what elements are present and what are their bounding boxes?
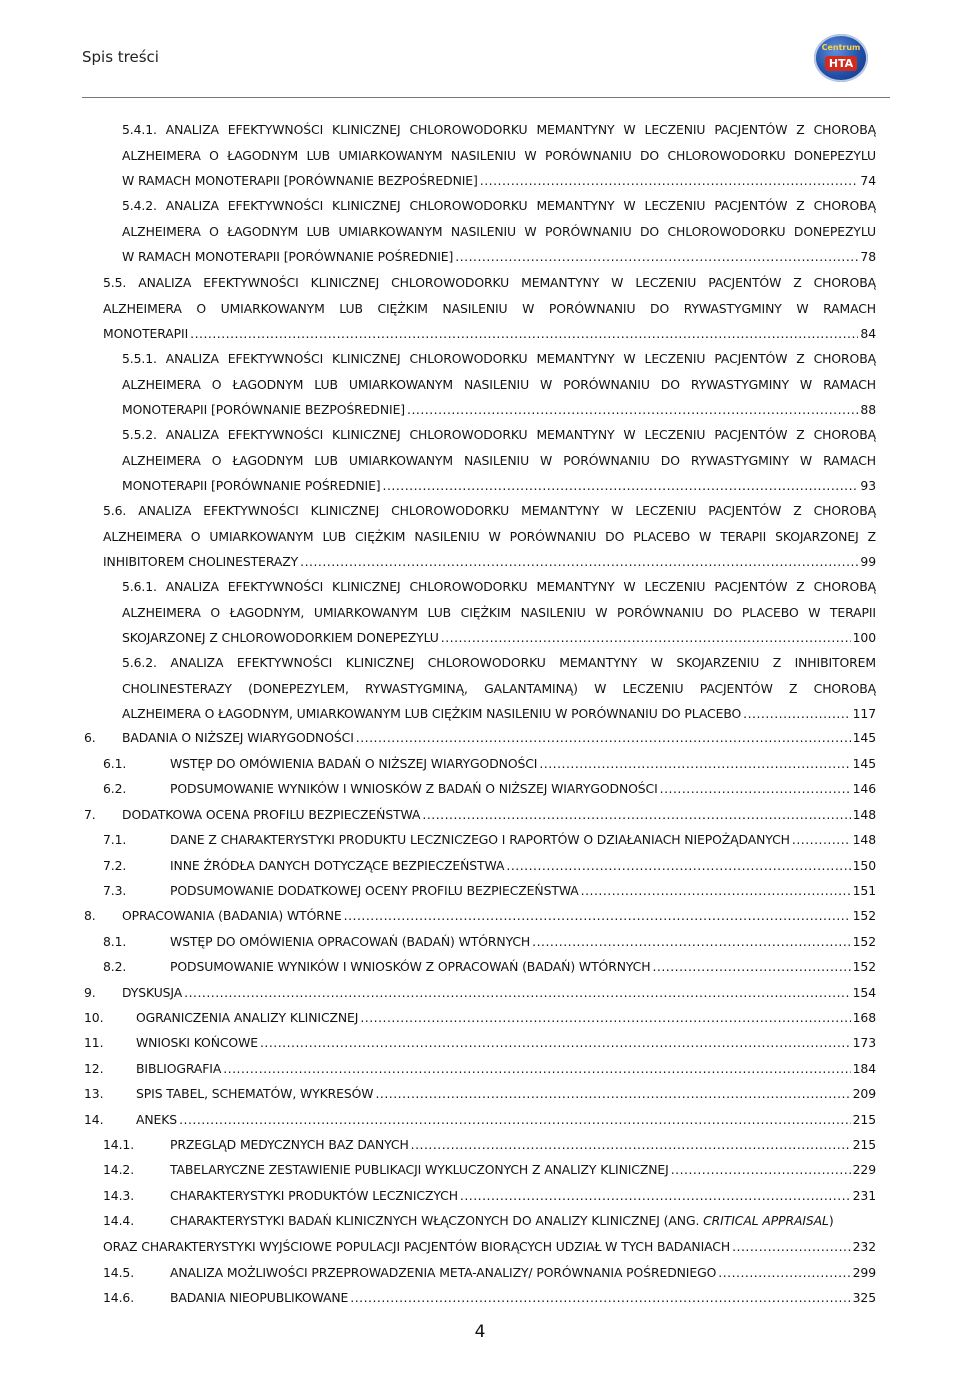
toc-dot-leader (375, 1081, 850, 1107)
toc-line: 5.6.1. ANALIZA EFEKTYWNOŚCI KLINICZNEJ CHLOROWODORKU MEMANTYNY W LECZENIU PACJENTÓW Z CHOROBĄ (122, 579, 876, 594)
toc-entry-7[interactable] (84, 802, 876, 828)
toc-line: 5.5.1. ANALIZA EFEKTYWNOŚCI KLINICZNEJ CHLOROWODORKU MEMANTYNY W LECZENIU PACJENTÓW Z CHOROBĄ (122, 351, 876, 366)
toc-last-line (122, 701, 876, 727)
toc-entry-7-1[interactable] (103, 827, 876, 853)
toc-line: ALZHEIMERA O ŁAGODNYM LUB UMIARKOWANYM NASILENIU W PORÓWNANIU DO RYWASTYGMINY W RAMACH (122, 376, 876, 392)
toc-page-number: 231 (852, 1188, 876, 1203)
toc-line: 5.5.2. ANALIZA EFEKTYWNOŚCI KLINICZNEJ CHLOROWODORKU MEMANTYNY W LECZENIU PACJENTÓW Z CHOROBĄ (122, 427, 876, 442)
toc-entry-6[interactable] (84, 725, 876, 751)
toc-page-number: 151 (852, 883, 876, 898)
toc-number: 6. (84, 730, 96, 745)
toc-entry-8-1[interactable] (103, 929, 876, 955)
toc-number: 9. (84, 985, 96, 1000)
toc-entry-5-6-2[interactable] (122, 650, 876, 727)
toc-title: BADANIA O NIŻSZEJ WIARYGODNOŚCI (122, 730, 354, 745)
toc-title: DODATKOWA OCENA PROFILU BEZPIECZEŃSTWA (122, 807, 421, 822)
toc-title: DYSKUSJA (122, 985, 183, 1000)
toc-line: CHOLINESTERAZY (DONEPEZYLEM, RYWASTYGMINĄ, GALANTAMINĄ) W LECZENIU PACJENTÓW Z CHOROBĄ (122, 680, 876, 696)
toc-number: 7.3. (103, 883, 127, 898)
toc-dot-leader (532, 929, 851, 955)
toc-dot-leader (383, 473, 859, 499)
toc-page-number: 215 (852, 1137, 876, 1152)
toc-page-number: 146 (852, 781, 876, 796)
toc-dot-leader (179, 1107, 851, 1133)
toc-number: 14.1. (103, 1137, 135, 1152)
toc-title: CHARAKTERYSTYKI PRODUKTÓW LECZNICZYCH (170, 1188, 458, 1203)
toc-number: 14.5. (103, 1265, 135, 1280)
toc-last-line (122, 244, 876, 270)
toc-last-line (122, 625, 876, 651)
toc-entry-8[interactable] (84, 903, 876, 929)
toc-entry-7-3[interactable] (103, 878, 876, 904)
toc-line: ALZHEIMERA O ŁAGODNYM, UMIARKOWANYM LUB CIĘŻKIM NASILENIU W PORÓWNANIU DO PLACEBO (122, 706, 742, 721)
toc-number: 7.2. (103, 858, 127, 873)
toc-title: OGRANICZENIA ANALIZY KLINICZNEJ (136, 1010, 359, 1025)
toc-dot-leader (260, 1030, 851, 1056)
toc-number: 12. (84, 1061, 104, 1076)
toc-last-line (122, 473, 876, 499)
toc-dot-leader (743, 701, 850, 727)
toc-dot-leader (356, 725, 851, 751)
toc-page-number: 74 (860, 173, 876, 188)
toc-dot-leader (732, 1234, 851, 1260)
logo-text-main: HTA (825, 56, 857, 71)
toc-page-number: 93 (860, 478, 876, 493)
toc-page-number: 148 (852, 807, 876, 822)
toc-dot-leader (360, 1005, 850, 1031)
toc-entry-5-5[interactable] (103, 270, 876, 347)
toc-page-number: 299 (852, 1265, 876, 1280)
toc-entry-14-1[interactable] (103, 1132, 876, 1158)
toc-page-number: 173 (852, 1035, 876, 1050)
toc-entry-6-1[interactable] (103, 751, 876, 777)
toc-dot-leader (411, 1132, 851, 1158)
toc-entry-9[interactable] (84, 980, 876, 1006)
toc-number: 8. (84, 908, 96, 923)
toc-title-emphasis: CRITICAL APPRAISAL (703, 1213, 829, 1228)
toc-line: 5.6.2. ANALIZA EFEKTYWNOŚCI KLINICZNEJ CHLOROWODORKU MEMANTYNY W SKOJARZENIU Z INHIBITOREM (122, 655, 876, 670)
toc-number: 6.2. (103, 781, 127, 796)
toc-page-number: 88 (860, 402, 876, 417)
toc-entry-5-5-2[interactable] (122, 422, 876, 499)
toc-page-number: 325 (852, 1290, 876, 1305)
toc-page-number: 145 (852, 730, 876, 745)
toc-last-line (122, 397, 876, 423)
toc-entry-11[interactable] (84, 1030, 876, 1056)
page-number: 4 (474, 1322, 486, 1342)
toc-line: ALZHEIMERA O UMIARKOWANYM LUB CIĘŻKIM NASILENIU W PORÓWNANIU DO PLACEBO W TERAPII SKOJARZONEJ Z (103, 528, 876, 544)
toc-line: ALZHEIMERA O ŁAGODNYM, UMIARKOWANYM LUB CIĘŻKIM NASILENIU W PORÓWNANIU DO PLACEBO W TERAPII (122, 604, 876, 620)
logo-text-top: Centrum (821, 43, 861, 52)
toc-dot-leader (660, 776, 851, 802)
toc-number: 14.6. (103, 1290, 135, 1305)
toc-entry-13[interactable] (84, 1081, 876, 1107)
toc-title: ANALIZA MOŻLIWOŚCI PRZEPROWADZENIA META-ANALIZY/ PORÓWNANIA POŚREDNIEGO (170, 1265, 717, 1280)
toc-title: BIBLIOGRAFIA (136, 1061, 222, 1076)
toc-page-number: 78 (860, 249, 876, 264)
toc-last-line (103, 1234, 876, 1260)
toc-line: ALZHEIMERA O UMIARKOWANYM LUB CIĘŻKIM NASILENIU W PORÓWNANIU DO RYWASTYGMINY W RAMACH (103, 300, 876, 316)
toc-title: WSTĘP DO OMÓWIENIA OPRACOWAŃ (BADAŃ) WTÓRNYCH (170, 934, 531, 949)
toc-page-number: 150 (852, 858, 876, 873)
toc-number: 7. (84, 807, 96, 822)
toc-line: MONOTERAPII [PORÓWNANIE POŚREDNIE] (122, 478, 381, 493)
toc-page-number: 154 (852, 985, 876, 1000)
toc-number: 8.2. (103, 959, 127, 974)
toc-page-number: 209 (852, 1086, 876, 1101)
toc-number: 11. (84, 1035, 104, 1050)
toc-title: OPRACOWANIA (BADANIA) WTÓRNE (122, 908, 342, 923)
toc-line: W RAMACH MONOTERAPII [PORÓWNANIE POŚREDNIE] (122, 249, 454, 264)
toc-title: BADANIA NIEOPUBLIKOWANE (170, 1290, 349, 1305)
toc-dot-leader (300, 549, 858, 575)
toc-title: DANE Z CHARAKTERYSTYKI PRODUKTU LECZNICZEGO I RAPORTÓW O DZIAŁANIACH NIEPOŻĄDANYCH (170, 832, 790, 847)
toc-line: MONOTERAPII (103, 326, 189, 341)
toc-line: W RAMACH MONOTERAPII [PORÓWNANIE BEZPOŚREDNIE] (122, 173, 478, 188)
toc-page-number: 152 (852, 908, 876, 923)
toc-entry-14-6[interactable] (103, 1285, 876, 1311)
toc-entry-7-2[interactable] (103, 853, 876, 879)
toc-line (103, 1208, 876, 1234)
centrum-hta-logo (814, 34, 868, 82)
toc-title: SPIS TABEL, SCHEMATÓW, WYKRESÓW (136, 1086, 374, 1101)
toc-dot-leader (441, 625, 851, 651)
toc-entry-8-2[interactable] (103, 954, 876, 980)
toc-dot-leader (480, 168, 859, 194)
toc-number: 8.1. (103, 934, 127, 949)
toc-dot-leader (190, 321, 858, 347)
header-rule (82, 97, 890, 98)
toc-number: 10. (84, 1010, 104, 1025)
toc-line: 5.5. ANALIZA EFEKTYWNOŚCI KLINICZNEJ CHLOROWODORKU MEMANTYNY W LECZENIU PACJENTÓW Z CHOROBĄ (103, 275, 876, 290)
toc-dot-leader (422, 802, 850, 828)
toc-title: WSTĘP DO OMÓWIENIA BADAŃ O NIŻSZEJ WIARYGODNOŚCI (170, 756, 538, 771)
toc-dot-leader (506, 853, 850, 879)
toc-dot-leader (350, 1285, 850, 1311)
toc-line: 5.4.1. ANALIZA EFEKTYWNOŚCI KLINICZNEJ CHLOROWODORKU MEMANTYNY W LECZENIU PACJENTÓW Z CHOROBĄ (122, 122, 876, 137)
toc-title-suffix: ) (828, 1213, 834, 1228)
toc-entry-14-3[interactable] (103, 1183, 876, 1209)
toc-title: CHARAKTERYSTYKI BADAŃ KLINICZNYCH WŁĄCZONYCH DO ANALIZY KLINICZNEJ (ANG. (170, 1213, 704, 1228)
toc-last-line (103, 321, 876, 347)
toc-dot-leader (407, 397, 858, 423)
toc-line: MONOTERAPII [PORÓWNANIE BEZPOŚREDNIE] (122, 402, 406, 417)
toc-number: 13. (84, 1086, 104, 1101)
toc-line: 5.6. ANALIZA EFEKTYWNOŚCI KLINICZNEJ CHLOROWODORKU MEMANTYNY W LECZENIU PACJENTÓW Z CHOROBĄ (103, 503, 876, 518)
toc-entry-12[interactable] (84, 1056, 876, 1082)
toc-entry-6-2[interactable] (103, 776, 876, 802)
toc-dot-leader (792, 827, 851, 853)
toc-dot-leader (581, 878, 851, 904)
toc-number: 14.3. (103, 1188, 135, 1203)
toc-page-number: 99 (860, 554, 876, 569)
toc-number: 14. (84, 1112, 104, 1127)
toc-page-number: 152 (852, 959, 876, 974)
toc-title: PRZEGLĄD MEDYCZNYCH BAZ DANYCH (170, 1137, 409, 1152)
toc-entry-10[interactable] (84, 1005, 876, 1031)
toc-dot-leader (455, 244, 858, 270)
toc-line: ORAZ CHARAKTERYSTYKI WYJŚCIOWE POPULACJI PACJENTÓW BIORĄCYCH UDZIAŁ W TYCH BADANIACH (103, 1238, 731, 1254)
toc-page-number: 84 (860, 326, 876, 341)
toc-entry-5-5-1[interactable] (122, 346, 876, 423)
toc-page-number: 232 (852, 1238, 876, 1254)
toc-number: 7.1. (103, 832, 127, 847)
toc-title: PODSUMOWANIE WYNIKÓW I WNIOSKÓW Z OPRACOWAŃ (BADAŃ) WTÓRNYCH (170, 959, 651, 974)
toc-dot-leader (223, 1056, 850, 1082)
toc-line: SKOJARZONEJ Z CHLOROWODORKIEM DONEPEZYLU (122, 630, 439, 645)
toc-entry-14-4[interactable] (103, 1208, 876, 1259)
toc-title: WNIOSKI KOŃCOWE (136, 1035, 258, 1050)
toc-entry-14-2[interactable] (103, 1157, 876, 1183)
toc-dot-leader (671, 1157, 851, 1183)
toc-line: ALZHEIMERA O ŁAGODNYM LUB UMIARKOWANYM NASILENIU W PORÓWNANIU DO CHLOROWODORKU DONEPEZYLU (122, 223, 876, 239)
toc-title: INNE ŹRÓDŁA DANYCH DOTYCZĄCE BEZPIECZEŃSTWA (170, 858, 505, 873)
toc-line: INHIBITOREM CHOLINESTERAZY (103, 554, 299, 569)
toc-page-number: 184 (852, 1061, 876, 1076)
toc-page-number: 100 (852, 630, 876, 645)
toc-number: 14.4. (103, 1213, 135, 1228)
toc-page-number: 229 (852, 1162, 876, 1177)
toc-dot-leader (718, 1260, 850, 1286)
toc-entry-14[interactable] (84, 1107, 876, 1133)
toc-page-number: 168 (852, 1010, 876, 1025)
toc-line: ALZHEIMERA O ŁAGODNYM LUB UMIARKOWANYM NASILENIU W PORÓWNANIU DO CHLOROWODORKU DONEPEZYLU (122, 147, 876, 163)
toc-entry-5-6-1[interactable] (122, 574, 876, 651)
toc-last-line (103, 549, 876, 575)
toc-dot-leader (344, 903, 851, 929)
toc-dot-leader (539, 751, 850, 777)
header-title: Spis treści (82, 48, 159, 66)
toc-line: ALZHEIMERA O ŁAGODNYM LUB UMIARKOWANYM NASILENIU W PORÓWNANIU DO RYWASTYGMINY W RAMACH (122, 452, 876, 468)
toc-title: PODSUMOWANIE DODATKOWEJ OCENY PROFILU BEZPIECZEŃSTWA (170, 883, 579, 898)
toc-entry-14-5[interactable] (103, 1260, 876, 1286)
toc-entry-5-4-1[interactable] (122, 117, 876, 194)
toc-last-line (122, 168, 876, 194)
toc-number: 14.2. (103, 1162, 135, 1177)
toc-dot-leader (184, 980, 851, 1006)
toc-entry-5-6[interactable] (103, 498, 876, 575)
toc-page-number: 215 (852, 1112, 876, 1127)
toc-title: ANEKS (136, 1112, 178, 1127)
toc-page-number: 117 (852, 706, 876, 721)
toc-line: 5.4.2. ANALIZA EFEKTYWNOŚCI KLINICZNEJ CHLOROWODORKU MEMANTYNY W LECZENIU PACJENTÓW Z CHOROBĄ (122, 198, 876, 213)
toc-number: 6.1. (103, 756, 127, 771)
toc-page-number: 152 (852, 934, 876, 949)
toc-title: TABELARYCZNE ZESTAWIENIE PUBLIKACJI WYKLUCZONYCH Z ANALIZY KLINICZNEJ (170, 1162, 669, 1177)
toc-title: PODSUMOWANIE WYNIKÓW I WNIOSKÓW Z BADAŃ O NIŻSZEJ WIARYGODNOŚCI (170, 781, 658, 796)
toc-dot-leader (460, 1183, 851, 1209)
toc-page-number: 148 (852, 832, 876, 847)
toc-dot-leader (652, 954, 850, 980)
toc-entry-5-4-2[interactable] (122, 193, 876, 270)
toc-page-number: 145 (852, 756, 876, 771)
